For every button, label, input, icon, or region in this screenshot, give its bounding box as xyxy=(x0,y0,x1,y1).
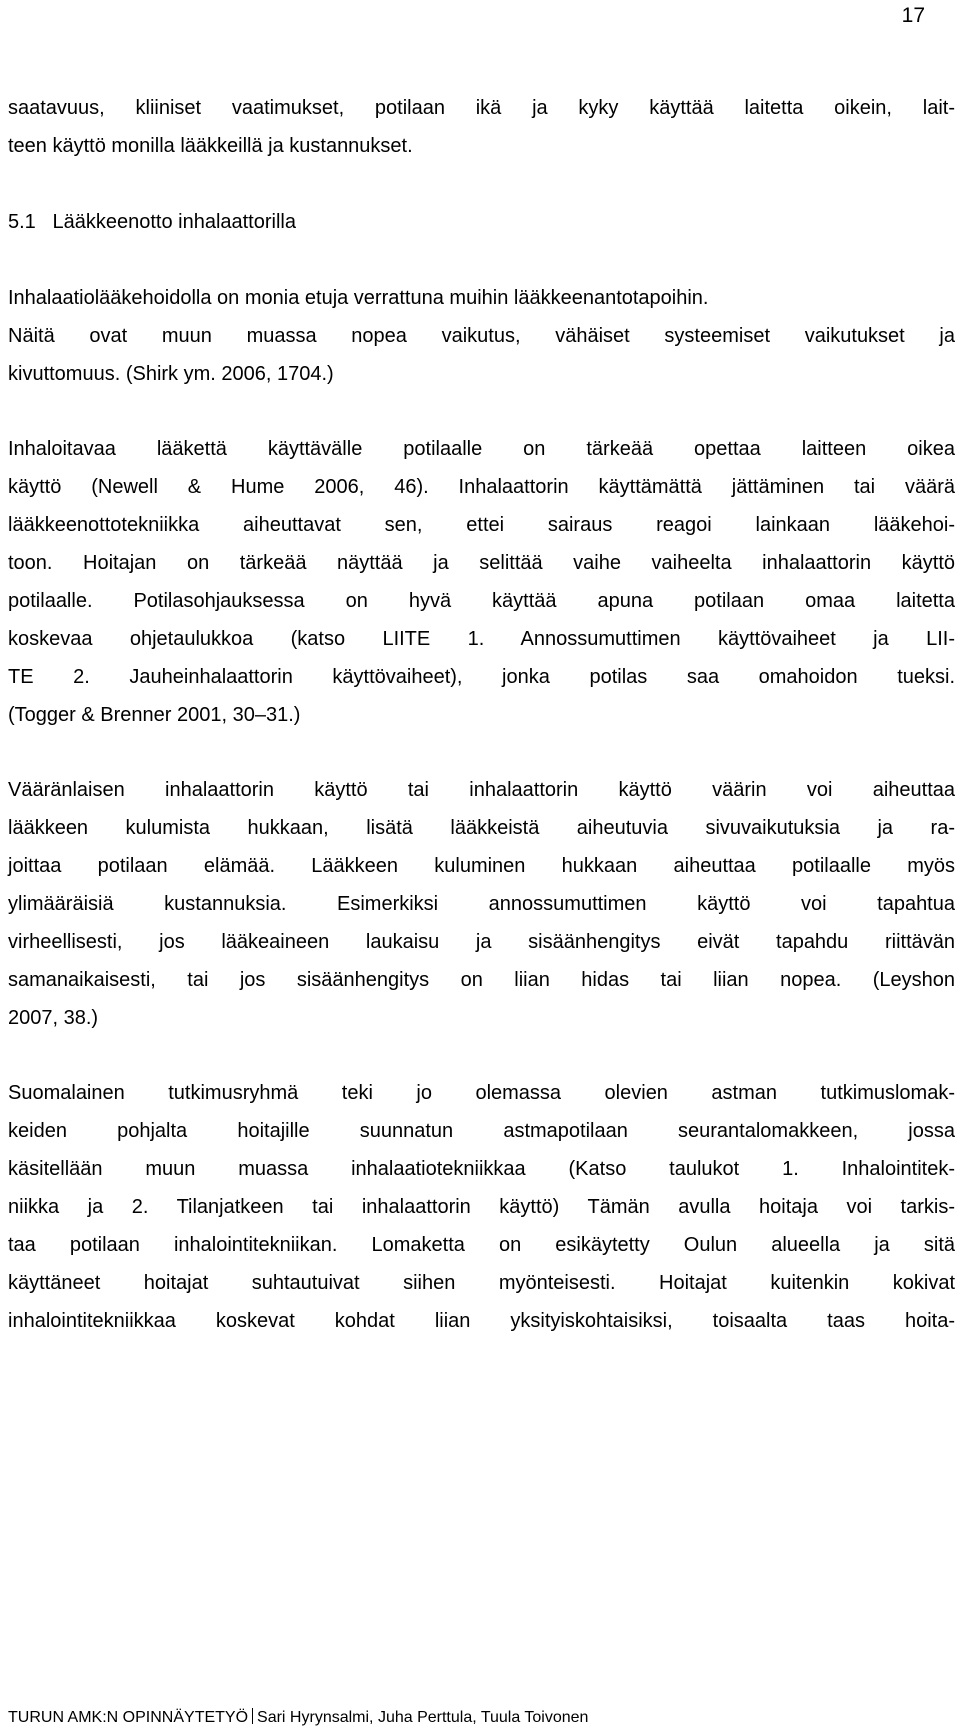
text-line: keiden pohjalta hoitajille suunnatun astmapotilaan seurantalomakkeen, jossa xyxy=(8,1120,955,1142)
text-line: Näitä ovat muun muassa nopea vaikutus, vähäiset systeemiset vaikutukset ja xyxy=(8,325,955,347)
footer-separator xyxy=(252,1708,253,1724)
text-line: koskevaa ohjetaulukkoa (katso LIITE 1. Annossumuttimen käyttövaiheet ja LII- xyxy=(8,628,955,650)
text-line: lääkkeen kulumista hukkaan, lisätä lääkkeistä aiheutuvia sivuvaikutuksia ja ra- xyxy=(8,817,955,839)
text-line: TE 2. Jauheinhalaattorin käyttövaiheet), jonka potilas saa omahoidon tueksi. xyxy=(8,666,955,688)
text-line: niikka ja 2. Tilanjatkeen tai inhalaattorin käyttö) Tämän avulla hoitaja voi tarkis- xyxy=(8,1196,955,1218)
page-footer xyxy=(8,1708,588,1728)
text-line: Vääränlaisen inhalaattorin käyttö tai inhalaattorin käyttö väärin voi aiheuttaa xyxy=(8,779,955,801)
text-line: taa potilaan inhalointitekniikan. Lomaketta on esikäytetty Oulun alueella ja sitä xyxy=(8,1234,955,1256)
paragraph xyxy=(8,771,955,1037)
text-line: Inhaloitavaa lääkettä käyttävälle potilaalle on tärkeää opettaa laitteen oikea xyxy=(8,438,955,460)
text-line: potilaalle. Potilasohjauksessa on hyvä käyttää apuna potilaan omaa laitetta xyxy=(8,590,955,612)
text-line: lääkkeenottotekniikka aiheuttavat sen, ettei sairaus reagoi lainkaan lääkehoi- xyxy=(8,514,955,536)
footer-authors: Sari Hyrynsalmi, Juha Perttula, Tuula Toivonen xyxy=(257,1709,589,1726)
text-line: käyttö (Newell & Hume 2006, 46). Inhalaattorin käyttämättä jättäminen tai väärä xyxy=(8,476,955,498)
section-heading-text: 5.1 Lääkkeenotto inhalaattorilla xyxy=(8,211,296,233)
text-line: käsitellään muun muassa inhalaatiotekniikkaa (Katso taulukot 1. Inhalointitek- xyxy=(8,1158,955,1180)
text-line: toon. Hoitajan on tärkeää näyttää ja selittää vaihe vaiheelta inhalaattorin käyttö xyxy=(8,552,955,574)
text-line: Inhalaatiolääkehoidolla on monia etuja verrattuna muihin lääkkeenantotapoihin. xyxy=(8,287,709,309)
paragraph xyxy=(8,279,955,393)
text-line: 2007, 38.) xyxy=(8,1007,99,1029)
text-line: samanaikaisesti, tai jos sisäänhengitys on liian hidas tai liian nopea. (Leyshon xyxy=(8,969,955,991)
page-number: 17 xyxy=(901,4,925,27)
text-line: käyttäneet hoitajat suhtautuivat siihen myönteisesti. Hoitajat kuitenkin kokivat xyxy=(8,1272,955,1294)
paragraph-continuation xyxy=(8,89,955,165)
paragraph xyxy=(8,430,955,734)
text-line: ylimääräisiä kustannuksia. Esimerkiksi annossumuttimen käyttö voi tapahtua xyxy=(8,893,955,915)
document-body xyxy=(8,89,955,1340)
footer-institution: TURUN AMK:N OPINNÄYTETYÖ xyxy=(8,1709,249,1726)
text-line: inhalointitekniikkaa koskevat kohdat liian yksityiskohtaisiksi, toisaalta taas hoita- xyxy=(8,1310,955,1332)
text-line: teen käyttö monilla lääkkeillä ja kustannukset. xyxy=(8,135,413,157)
text-line: kivuttomuus. (Shirk ym. 2006, 1704.) xyxy=(8,363,334,385)
section-heading xyxy=(8,203,955,241)
text-line: (Togger & Brenner 2001, 30–31.) xyxy=(8,704,301,726)
paragraph xyxy=(8,1074,955,1340)
text-line: Suomalainen tutkimusryhmä teki jo olemassa olevien astman tutkimuslomak- xyxy=(8,1082,955,1104)
text-line: virheellisesti, jos lääkeaineen laukaisu ja sisäänhengitys eivät tapahdu riittävän xyxy=(8,931,955,953)
text-line: joittaa potilaan elämää. Lääkkeen kuluminen hukkaan aiheuttaa potilaalle myös xyxy=(8,855,955,877)
text-line: saatavuus, kliiniset vaatimukset, potilaan ikä ja kyky käyttää laitetta oikein, lait- xyxy=(8,97,955,119)
